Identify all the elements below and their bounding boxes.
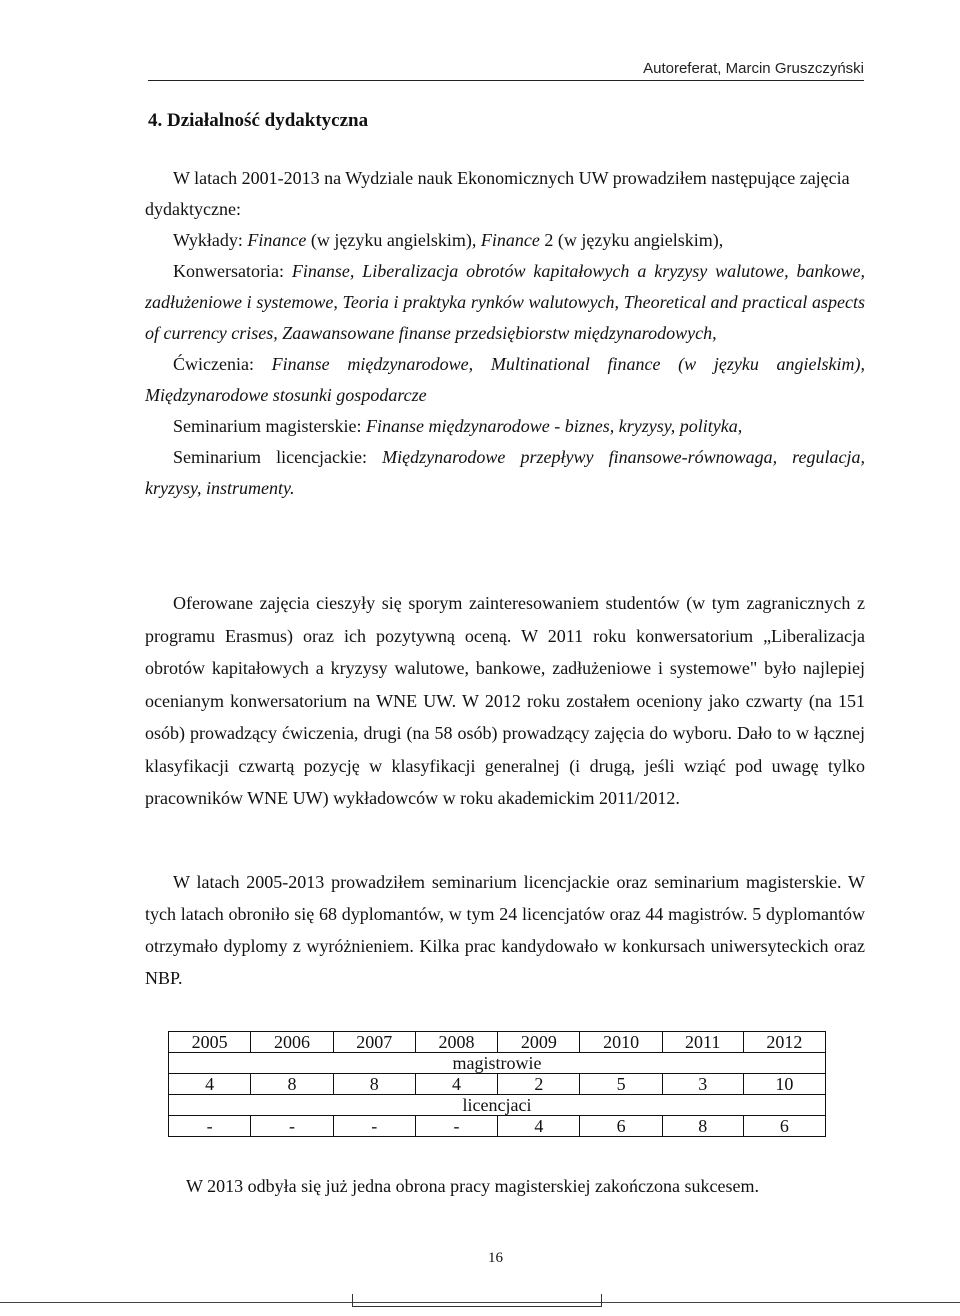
table-cell: 8	[662, 1116, 743, 1137]
table-cell: 2	[498, 1074, 580, 1095]
exercises-line	[145, 349, 865, 411]
lecture-2-note: 2 (w języku angielskim),	[539, 230, 724, 250]
table-row-magistrowie	[169, 1074, 826, 1095]
table-cell: 8	[251, 1074, 333, 1095]
intro-paragraph: W latach 2001-2013 na Wydziale nauk Ekonomicznych UW prowadziłem następujące zajęcia dydaktyczne:	[145, 168, 850, 219]
footer-bracket	[352, 1294, 602, 1307]
diploma-paragraph: W latach 2005-2013 prowadziłem seminarium licencjackie oraz seminarium magisterskie. W tych latach obroniło się 68 dyplomantów, w tym 24 licencjatów oraz 44 magistrów. 5 dyplomantów otrzymało dyplomy z wyróżnieniem. Kilka prac kandydowało w konkursach uniwersyteckich oraz NBP.	[145, 872, 865, 988]
seminar-bachelor-label: Seminarium licencjackie:	[173, 447, 383, 467]
table-cell: 2009	[498, 1032, 580, 1053]
table-row-licencjaci	[169, 1116, 826, 1137]
table-row-years	[169, 1032, 826, 1053]
table-cell: -	[333, 1116, 415, 1137]
table-cell: 4	[169, 1074, 251, 1095]
table-cell: 2012	[743, 1032, 825, 1053]
table-cell: 4	[498, 1116, 580, 1137]
table-group-label: licencjaci	[169, 1095, 826, 1116]
table-cell: -	[415, 1116, 497, 1137]
lectures-line	[145, 225, 865, 256]
table-row-licencjaci-label	[169, 1095, 826, 1116]
table-cell: 3	[662, 1074, 743, 1095]
table-cell: 2006	[251, 1032, 333, 1053]
closing-sentence: W 2013 odbyła się już jedna obrona pracy magisterskiej zakończona sukcesem.	[186, 1176, 759, 1196]
diploma-table	[168, 1031, 826, 1137]
table-cell: 2007	[333, 1032, 415, 1053]
table-cell: 4	[415, 1074, 497, 1095]
exercises-list: Finanse międzynarodowe, Multinational finance (w języku angielskim), Międzynarodowe stosunki gospodarcze	[145, 354, 865, 405]
table-cell: 8	[333, 1074, 415, 1095]
seminar-master-list: Finanse międzynarodowe - biznes, kryzysy, polityka,	[365, 416, 743, 436]
conversatoria-list: Finanse, Liberalizacja obrotów kapitałowych a kryzysy walutowe, bankowe, zadłużeniowe i systemowe, Teoria i praktyka rynków walutowych, Theoretical and practical aspects of currency crises, Zaawansowane finanse przedsiębiorstw międzynarodowych,	[145, 261, 865, 343]
table-group-label: magistrowie	[169, 1053, 826, 1074]
table-cell: -	[169, 1116, 251, 1137]
table-cell: 6	[743, 1116, 825, 1137]
table-cell: 10	[743, 1074, 825, 1095]
seminar-bachelor-list: Międzynarodowe przepływy finansowe-równowaga, regulacja, kryzysy, instrumenty.	[145, 447, 865, 498]
table-cell: 2005	[169, 1032, 251, 1053]
running-header: Autoreferat, Marcin Gruszczyński	[643, 60, 864, 77]
courses-block	[145, 163, 865, 504]
seminar-master-label: Seminarium magisterskie:	[173, 416, 366, 436]
seminar-master-line	[145, 411, 865, 442]
lecture-1-note: (w języku angielskim),	[306, 230, 481, 250]
header-rule	[148, 80, 864, 81]
seminar-bachelor-line	[145, 442, 865, 504]
table-cell: 2008	[415, 1032, 497, 1053]
table-cell: 5	[580, 1074, 662, 1095]
evaluation-paragraph: Oferowane zajęcia cieszyły się sporym zainteresowaniem studentów (w tym zagranicznych z programu Erasmus) oraz ich pozytywną oceną. W 2011 roku konwersatorium „Liberalizacja obrotów kapitałowych a kryzysy walutowe, bankowe, zadłużeniowe i systemowe" było najlepiej ocenianym konwersatorium na WNE UW. W 2012 roku zostałem oceniony jako czwarty (na 151 osób) prowadzący ćwiczenia, drugi (na 58 osób) prowadzący zajęcia do wyboru. Dało to w łącznej klasyfikacji czwartą pozycję w klasyfikacji generalnej (i drugą, jeśli wziąć pod uwagę tylko pracowników WNE UW) wykładowców w roku akademickim 2011/2012.	[145, 593, 865, 808]
section-heading: 4. Działalność dydaktyczna	[148, 110, 369, 131]
table-cell: 6	[580, 1116, 662, 1137]
page-number: 16	[488, 1250, 503, 1266]
table-cell: -	[251, 1116, 333, 1137]
table-row-magistrowie-label	[169, 1053, 826, 1074]
exercises-label: Ćwiczenia:	[173, 354, 272, 374]
table-cell: 2010	[580, 1032, 662, 1053]
lecture-2: Finance	[480, 230, 540, 250]
conversatoria-label: Konwersatoria:	[173, 261, 292, 281]
lectures-label: Wykłady:	[173, 230, 248, 250]
lecture-1: Finance	[247, 230, 307, 250]
table-cell: 2011	[662, 1032, 743, 1053]
conversatoria-line	[145, 256, 865, 349]
